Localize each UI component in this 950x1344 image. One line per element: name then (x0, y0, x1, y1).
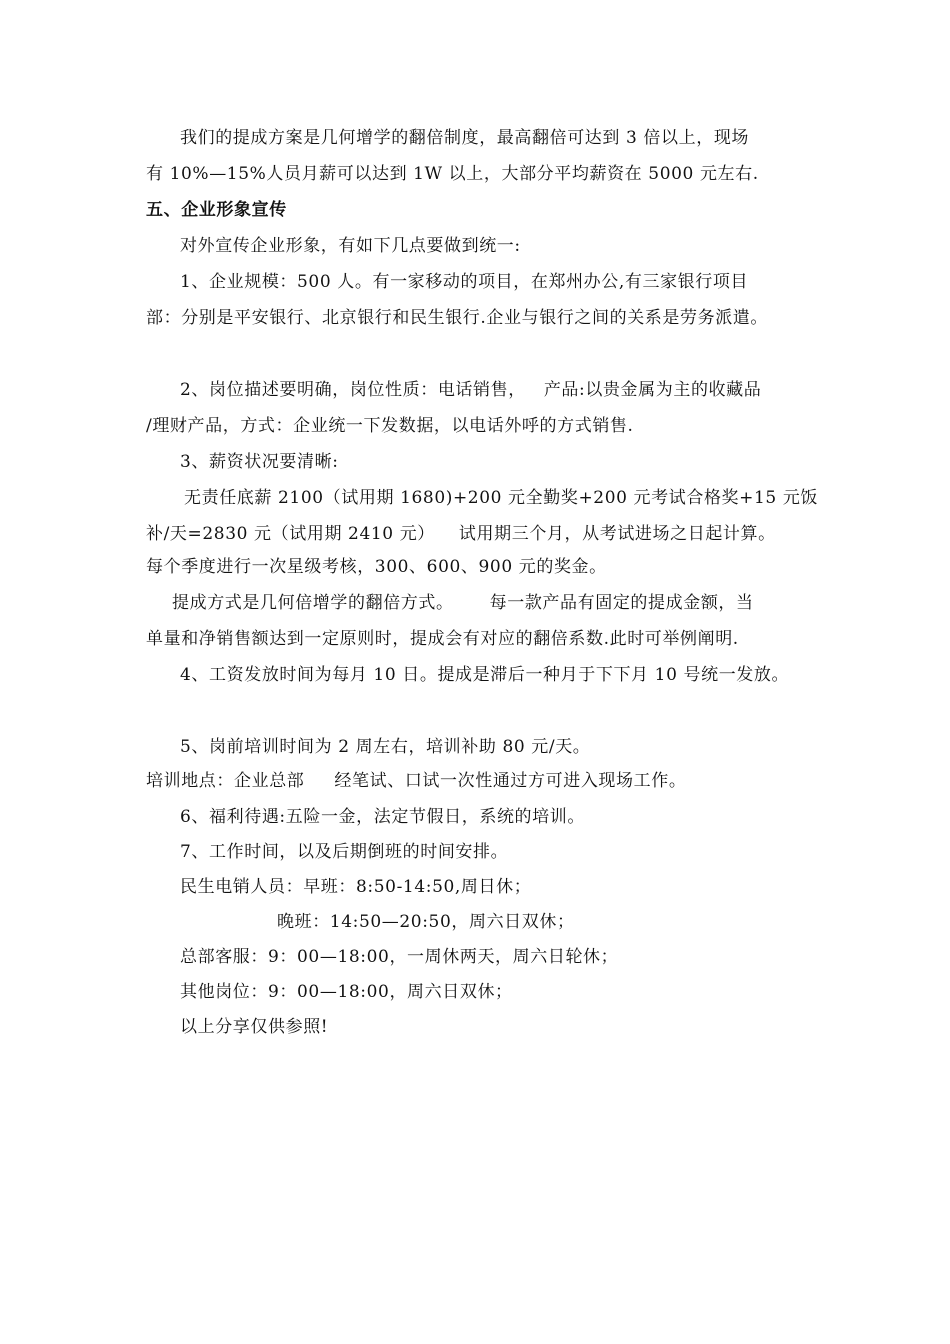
item-3-line-3: 每个季度进行一次星级考核，300、600、900 元的奖金。 (146, 557, 607, 577)
item-2-line-1: 2、岗位描述要明确，岗位性质：电话销售， 产品:以贵金属为主的收藏品 (180, 380, 762, 400)
schedule-hq-service: 总部客服：9：00—18:00，一周休两天，周六日轮休； (180, 947, 619, 967)
intro-line-2: 有 10%—15%人员月薪可以达到 1W 以上，大部分平均薪资在 5000 元左右. (146, 164, 759, 184)
item-2-line-2: /理财产品，方式：企业统一下发数据，以电话外呼的方式销售. (146, 416, 634, 436)
closing-note: 以上分享仅供参照! (180, 1017, 329, 1037)
item-4: 4、工资发放时间为每月 10 日。提成是滞后一种月于下下月 10 号统一发放。 (180, 665, 790, 685)
item-1-line-1: 1、企业规模：500 人。有一家移动的项目，在郑州办公,有三家银行项目 (180, 272, 749, 292)
intro-line-1: 我们的提成方案是几何增学的翻倍制度，最高翻倍可达到 3 倍以上，现场 (180, 128, 750, 148)
section-5-heading: 五、企业形象宣传 (146, 200, 287, 220)
section-5-intro: 对外宣传企业形象，有如下几点要做到统一: (180, 236, 521, 256)
item-5-line-2: 培训地点：企业总部 经笔试、口试一次性通过方可进入现场工作。 (146, 771, 687, 791)
item-3-line-2: 补/天=2830 元（试用期 2410 元） 试用期三个月，从考试进场之日起计算。 (146, 524, 776, 544)
schedule-minsheng-early: 民生电销人员：早班：8:50-14:50,周日休； (180, 877, 532, 897)
schedule-other-positions: 其他岗位：9：00—18:00，周六日双休； (180, 982, 513, 1002)
item-5-line-1: 5、岗前培训时间为 2 周左右，培训补助 80 元/天。 (180, 737, 591, 757)
item-7-title: 7、工作时间，以及后期倒班的时间安排。 (180, 842, 509, 862)
item-3-line-1: 无责任底薪 2100（试用期 1680)+200 元全勤奖+200 元考试合格奖+15 元饭 (184, 488, 819, 508)
item-6: 6、福利待遇:五险一金，法定节假日，系统的培训。 (180, 807, 585, 827)
item-3-line-4: 提成方式是几何倍增学的翻倍方式。 每一款产品有固定的提成金额，当 (172, 593, 754, 613)
schedule-minsheng-late: 晚班：14:50—20:50，周六日双休； (277, 912, 575, 932)
item-3-line-5: 单量和净销售额达到一定原则时，提成会有对应的翻倍系数.此时可举例阐明. (146, 629, 739, 649)
item-1-line-2: 部：分别是平安银行、北京银行和民生银行.企业与银行之间的关系是劳务派遣。 (146, 308, 769, 328)
item-3-title: 3、薪资状况要清晰: (180, 452, 339, 472)
